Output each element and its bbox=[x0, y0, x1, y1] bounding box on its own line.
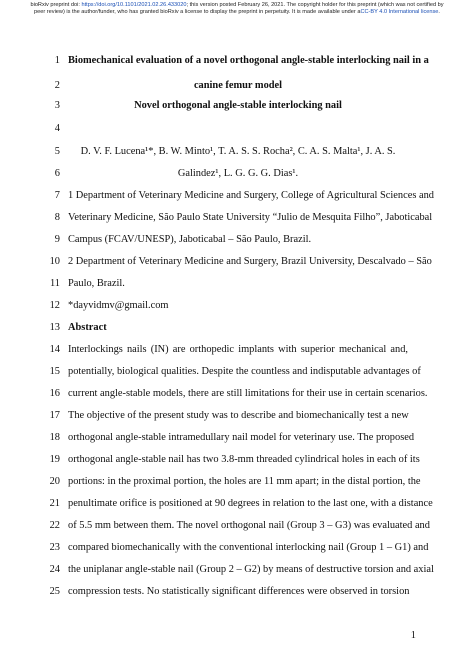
line-23 bbox=[0, 541, 474, 561]
doi-link[interactable]: https://doi.org/10.1101/2021.02.26.433020 bbox=[81, 2, 187, 8]
line-number: 18 bbox=[49, 432, 60, 443]
affiliation-2: 2 Department of Veterinary Medicine and Surgery, Brazil University, Descalvado – São bbox=[68, 256, 432, 267]
line-number: 7 bbox=[54, 190, 60, 201]
line-number: 13 bbox=[49, 322, 60, 333]
line-number: 11 bbox=[49, 278, 60, 289]
line-number: 4 bbox=[54, 123, 60, 134]
line-6 bbox=[0, 167, 474, 187]
line-1 bbox=[0, 54, 474, 74]
line-20 bbox=[0, 475, 474, 495]
line-25 bbox=[0, 585, 474, 605]
license-link[interactable]: CC-BY 4.0 International license bbox=[360, 8, 439, 15]
line-number: 14 bbox=[49, 344, 60, 355]
abstract-line: compared biomechanically with the conventional interlocking nail (Group 1 – G1) and bbox=[68, 542, 429, 553]
page-number: 1 bbox=[410, 630, 416, 641]
notice-text-2: ; this version posted February 26, 2021. The copyright holder for this preprint (which was not certified by peer review) is the author/funder, who has granted bioRxiv a license to display the preprint in perpetuity. It is made available under a bbox=[34, 2, 444, 15]
abstract-line: orthogonal angle-stable intramedullary nail model for veterinary use. The proposed bbox=[68, 432, 415, 443]
abstract-line: orthogonal angle-stable nail has two 3.8-mm threaded cylindrical holes in each of its bbox=[68, 454, 420, 465]
line-number: 16 bbox=[49, 388, 60, 399]
line-number: 8 bbox=[54, 212, 60, 223]
line-10 bbox=[0, 255, 474, 275]
line-number: 21 bbox=[49, 498, 60, 509]
line-number: 5 bbox=[54, 146, 60, 157]
author-list-cont: Galindez¹, L. G. G. G. Dias¹. bbox=[177, 168, 299, 179]
line-18 bbox=[0, 431, 474, 451]
line-number: 15 bbox=[49, 366, 60, 377]
abstract-line: portions: in the proximal portion, the holes are 11 mm apart; in the distal portion, the bbox=[68, 476, 421, 487]
abstract-heading: Abstract bbox=[68, 322, 107, 333]
line-number: 25 bbox=[49, 586, 60, 597]
line-number: 6 bbox=[54, 168, 60, 179]
affiliation-1-cont: Veterinary Medicine, São Paulo State University “Julio de Mesquita Filho”, Jaboticabal bbox=[68, 212, 433, 223]
abstract-line: Interlockings nails (IN) are orthopedic implants with superior mechanical and, bbox=[68, 344, 408, 355]
line-number: 20 bbox=[49, 476, 60, 487]
line-3 bbox=[0, 99, 474, 119]
line-14 bbox=[0, 343, 474, 363]
line-number: 9 bbox=[54, 234, 60, 245]
abstract-line: penultimate orifice is positioned at 90 degrees in relation to the last one, with a distance bbox=[68, 498, 433, 509]
line-7 bbox=[0, 189, 474, 209]
running-title: Novel orthogonal angle-stable interlocking nail bbox=[134, 100, 342, 111]
line-5 bbox=[0, 145, 474, 165]
line-number: 10 bbox=[49, 256, 60, 267]
line-number: 1 bbox=[54, 55, 60, 66]
line-11 bbox=[0, 277, 474, 297]
line-2 bbox=[0, 79, 474, 99]
line-number: 12 bbox=[49, 300, 60, 311]
line-24 bbox=[0, 563, 474, 583]
abstract-line: the uniplanar angle-stable nail (Group 2 – G2) by means of destructive torsion and axial bbox=[68, 564, 434, 575]
line-number: 23 bbox=[49, 542, 60, 553]
abstract-line: of 5.5 mm between them. The novel orthogonal nail (Group 3 – G3) was evaluated and bbox=[68, 520, 430, 531]
abstract-line: potentially, biological qualities. Despite the countless and indisputable advantages of bbox=[68, 366, 421, 377]
line-number: 2 bbox=[54, 80, 60, 91]
line-13 bbox=[0, 321, 474, 341]
abstract-line: compression tests. No statistically significant differences were observed in torsion bbox=[68, 586, 410, 597]
line-number: 3 bbox=[54, 100, 60, 111]
line-number: 22 bbox=[49, 520, 60, 531]
line-21 bbox=[0, 497, 474, 517]
author-list: D. V. F. Lucena¹*, B. W. Minto¹, T. A. S. S. Rocha², C. A. S. Malta¹, J. A. S. bbox=[80, 146, 396, 157]
line-number: 24 bbox=[49, 564, 60, 575]
preprint-notice bbox=[30, 2, 444, 15]
line-22 bbox=[0, 519, 474, 539]
affiliation-1: 1 Department of Veterinary Medicine and Surgery, College of Agricultural Sciences and bbox=[68, 190, 434, 201]
line-8 bbox=[0, 211, 474, 231]
affiliation-1-end: Campus (FCAV/UNESP), Jaboticabal – São Paulo, Brazil. bbox=[68, 234, 312, 245]
paper-title: Biomechanical evaluation of a novel orthogonal angle-stable interlocking nail in a bbox=[68, 55, 429, 66]
line-9 bbox=[0, 233, 474, 253]
notice-text-1: bioRxiv preprint doi: bbox=[30, 2, 82, 8]
line-17 bbox=[0, 409, 474, 429]
line-number: 19 bbox=[49, 454, 60, 465]
line-16 bbox=[0, 387, 474, 407]
notice-text-3: . bbox=[438, 8, 440, 15]
corresponding-email: *dayvidmv@gmail.com bbox=[68, 300, 169, 311]
abstract-line: current angle-stable models, there are still limitations for their use in certain scenarios. bbox=[68, 388, 428, 399]
line-number: 17 bbox=[49, 410, 60, 421]
line-19 bbox=[0, 453, 474, 473]
affiliation-2-end: Paulo, Brazil. bbox=[68, 278, 125, 289]
line-12 bbox=[0, 299, 474, 319]
line-15 bbox=[0, 365, 474, 385]
line-4 bbox=[0, 122, 474, 142]
abstract-line: The objective of the present study was to describe and biomechanically test a new bbox=[68, 410, 409, 421]
paper-title-cont: canine femur model bbox=[193, 80, 283, 91]
